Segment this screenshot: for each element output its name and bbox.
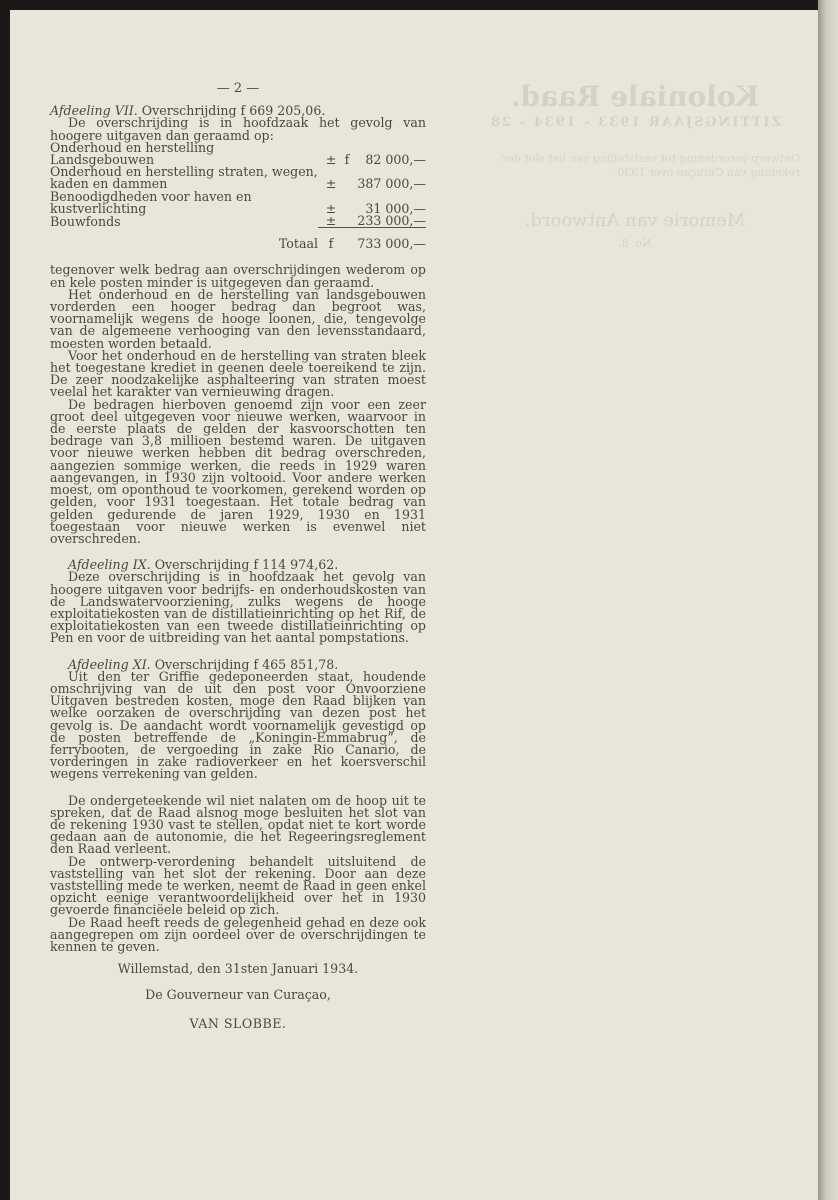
document-body [50, 83, 426, 1030]
plus-minus-sign: ± [325, 176, 337, 192]
expense-row [50, 191, 426, 215]
amount-value: 82 000,— [365, 152, 426, 168]
ghost-title: Koloniale Raad. [510, 80, 760, 113]
signatory-name: VAN SLOBBE. [189, 1015, 287, 1031]
page-number: — 2 — [216, 81, 260, 96]
closing-paragraph: De ontwerp-verordening behandelt uitsluitend de vaststelling van het slot der rekening. Door aan deze vaststelling mede te werken, neemt de Raad in geen enkel opzicht eenige verantwoordelijkheid over het in 1930 gevoerde financiëele beleid op zich. [50, 853, 426, 918]
closing-paragraph: De Raad heeft reeds de gelegenheid gehad en deze ook aangegrepen om zijn oordeel over de overschrijdingen te kennen te geven. [50, 914, 426, 954]
section-11-paragraph: Uit den ter Griffie gedeponeerden staat, houdende omschrijving van de uit den post voor Onvoorziene Uitgaven bestreden kosten, moge den Raad blijken van welke oorzaken de overschrijding van dezen post het gevolg is. De aandacht wordt voornamelijk gevestigd op de posten betreffende de „Koningin-Emmabrug”, de ferrybooten, de vergoeding in zake Rio Canario, de vorderingen in zake radioverkeer en het koersverschil wegens verrekening van gelden. [50, 668, 426, 782]
section-7-paragraph: Voor het onderhoud en de herstelling van straten bleek het toegestane krediet in geenen deele toereikend te zijn. De zeer noodzakelijke asphalteering van straten moest veelal het karakter van vernieuwing dragen. [50, 347, 426, 400]
total-amount: 733 000,— [344, 228, 426, 251]
expense-row [50, 166, 426, 190]
signatory-title: De Gouverneur van Curaçao, [145, 987, 331, 1003]
bleed-through-text [450, 80, 820, 250]
section-9-overrun: Overschrijding f 114 974,62. [154, 557, 339, 573]
section-7-overrun: Overschrijding f 669 205,06. [141, 103, 326, 119]
plus-minus-sign: ± [325, 200, 337, 216]
expense-label: Onderhoud en herstelling straten, wegen, kaden en dammen [50, 164, 318, 192]
ghost-subtitle: ZITTINGSJAAR 1933 - 1934 - 28 [489, 115, 781, 130]
expense-label: Bouwfonds [50, 213, 121, 229]
section-9-heading: Afdeeling IX. [68, 557, 151, 573]
section-7-intro: De overschrijding is in hoofdzaak het gevolg van hoogere uitgaven dan geraamd op: [50, 115, 426, 143]
currency-symbol: f [344, 152, 350, 168]
place-date: Willemstad, den 31sten Januari 1934. [117, 961, 359, 977]
expense-row [50, 215, 426, 228]
plus-minus-sign: ± [325, 152, 337, 168]
total-currency: f [318, 228, 344, 251]
scan-border-top [0, 0, 838, 10]
section-11-heading: Afdeeling XI. [68, 656, 151, 672]
section-9-paragraph: Deze overschrijding is in hoofdzaak het gevolg van hoogere uitgaven voor bedrijfs- en onderhoudskosten van de Landswatervoorziening, zulks wegens de hooge exploitatiekosten van de distillatieinrichting op het Rif, de exploitatiekosten van een tweede distillatieinrichting op Pen en voor de uitbreiding van het aantal pompstations. [50, 569, 426, 646]
expense-amount: 31 000,— [365, 200, 426, 216]
plus-minus-sign: ± [325, 213, 337, 229]
closing-paragraph: De ondergeteekende wil niet nalaten om de hoop uit te spreken, dat de Raad alsnog moge besluiten het slot van de rekening 1930 vast te stellen, opdat niet te kort worde gedaan aan de autonomie, die het Regeeringsreglement den Raad verleent. [50, 792, 426, 857]
document-page [10, 10, 828, 1200]
expense-amount: 233 000,— [357, 213, 426, 229]
ghost-memo: Memorie van Antwoord. [524, 210, 746, 231]
section-7-paragraph: De bedragen hierboven genoemd zijn voor een zeer groot deel uitgegeven voor nieuwe werken, waarvoor in de eerste plaats de gelden der kasvoorschotten ten bedrage van 3,8 millioen bestemd waren. De uitgaven voor nieuwe werken hebben dit bedrag overschreden, aangezien sommige werken, die reeds in 1929 waren aangevangen, in 1930 zijn voltooid. Voor andere werken moest, om oponthoud te voorkomen, gerekend worden op gelden, voor 1931 toegestaan. Het totale bedrag van gelden gedurende de jaren 1929, 1930 en 1931 toegestaan voor nieuwe werken is evenwel niet overschreden. [50, 396, 426, 546]
section-7-paragraph: Het onderhoud en de herstelling van landsgebouwen vorderden een hooger bedrag dan begroot was, voornamelijk wegens de hooge loonen, die, tengevolge van de algemeene verhooging van den levensstandaard, moesten worden betaald. [50, 286, 426, 351]
expense-label: Onderhoud en herstelling Landsgebouwen [50, 139, 215, 168]
total-label: Totaal [278, 236, 318, 252]
section-7-heading: Afdeeling VII. [50, 103, 138, 119]
ghost-body: Ontwerp-verordening tot vaststelling van het slot der rekening van Curaçao over 1930. [501, 152, 800, 179]
section-11-overrun: Overschrijding f 465 851,78. [154, 656, 339, 672]
section-7-paragraph: tegenover welk bedrag aan overschrijdingen wederom op en kele posten minder is uitgegeven dan geraamd. [50, 262, 426, 290]
expense-table [50, 139, 426, 252]
total-row [50, 228, 426, 251]
expense-amount [344, 142, 426, 166]
expense-label: Benoodigdheden voor haven en kustverlichting [50, 188, 252, 216]
page-edge [818, 0, 838, 1200]
expense-row [50, 142, 426, 166]
ghost-number: No. 8. [618, 237, 652, 250]
expense-amount: 387 000,— [357, 176, 426, 192]
